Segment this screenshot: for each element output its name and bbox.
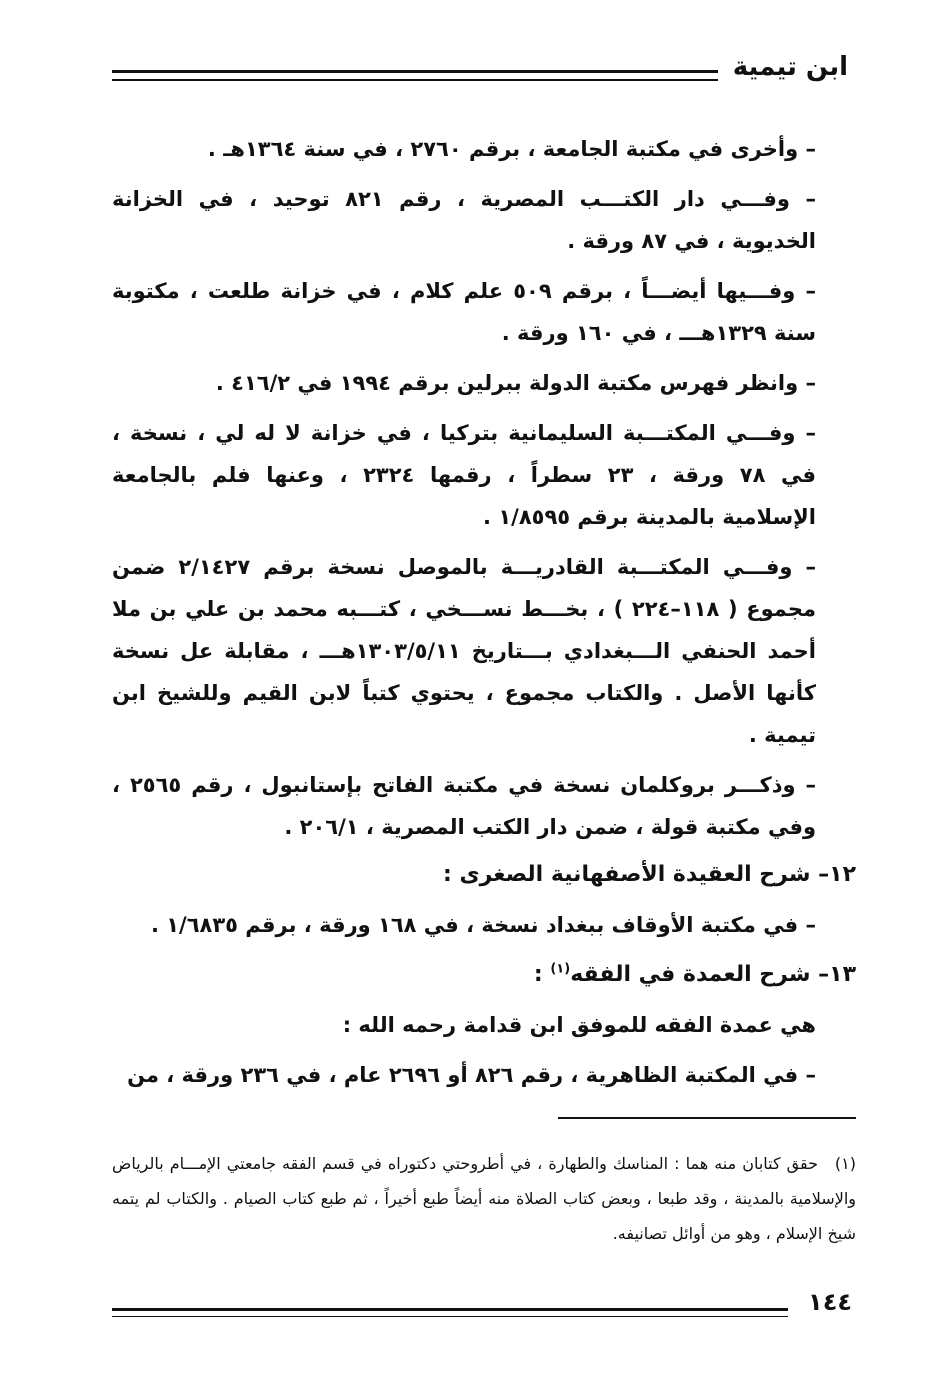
paragraph-2: – وفـــي دار الكتـــب المصرية ، رقم ٨٢١ توحيد ، في الخزانة الخديوية ، في ٨٧ ورقة .	[112, 187, 816, 253]
main-text	[112, 128, 856, 1104]
section-13-line-2: – في المكتبة الظاهرية ، رقم ٨٢٦ أو ٢٦٩٦ عام ، في ٢٣٦ ورقة ، من	[127, 1063, 816, 1087]
footer-rule	[112, 1308, 788, 1317]
paragraph-6: – وفـــي المكتـــبة القادريـــة بالموصل نسخة برقم ٢/١٤٢٧ ضمن مجموع ( ١١٨–٢٢٤ ) ، بخـــط نســـخي ، كتـــبه محمد بن علي بن ملا أحمد الحنفي الـــبغدادي بـــتاريخ ١٣٠٣/٥/١١هـــ ، مقابلة عل نسخة كأنها الأصل . والكتاب مجموع ، يحتوي كتباً لابن القيم وللشيخ ابن تيمية .	[112, 555, 816, 747]
footnote	[112, 1146, 856, 1251]
running-title: ابن تيمية	[732, 52, 848, 82]
page-footer	[112, 1288, 856, 1328]
footnote-reference: (١)	[550, 961, 571, 977]
section-13-title-tail: :	[533, 962, 551, 987]
page-header	[112, 48, 848, 92]
footnote-separator	[558, 1117, 856, 1119]
paragraph-4: – وانظر فهرس مكتبة الدولة ببرلين برقم ١٩٩٤ في ٤١٦/٢ .	[215, 371, 816, 395]
paragraph-1: – وأخرى في مكتبة الجامعة ، برقم ٢٧٦٠ ، في سنة ١٣٦٤هـ .	[207, 137, 816, 161]
section-13-title: ١٣– شرح العمدة في الفقه	[570, 962, 856, 987]
footnote-marker: (١)	[834, 1154, 856, 1173]
section-13-line-1: هي عمدة الفقه للموفق ابن قدامة رحمه الله :	[342, 1013, 816, 1037]
footnote-text: حقق كتابان منه هما : المناسك والطهارة ، في أطروحتي دكتوراه في قسم الفقه جامعتي الإمـــام بالرياض والإسلامية بالمدينة ، وقد طبعا ، وبعض كتاب الصلاة منه أيضاً طبع أخيراً ، ثم طبع كتاب الصيام . والكتاب لم يتمه شيخ الإسلام ، وهو من أوائل تصانيفه.	[112, 1154, 856, 1243]
paragraph-5: – وفـــي المكتـــبة السليمانية بتركيا ، في خزانة لا له لي ، نسخة ، في ٧٨ ورقة ، ٢٣ سطراً ، رقمها ٢٣٢٤ ، وعنها فلم بالجامعة الإسلامية بالمدينة برقم ١/٨٥٩٥ .	[112, 421, 817, 529]
paragraph-3: – وفـــيها أيضـــاً ، برقم ٥٠٩ علم كلام ، في خزانة طلعت ، مكتوبة سنة ١٣٢٩هـــ ، في ١٦٠ ورقة .	[112, 279, 816, 345]
section-13-heading	[112, 954, 856, 996]
section-12-heading: ١٢– شرح العقيدة الأصفهانية الصغرى :	[443, 862, 856, 887]
paragraph-7: – وذكـــر بروكلمان نسخة في مكتبة الفاتح بإستانبول ، رقم ٢٥٦٥ ، وفي مكتبة قولة ، ضمن دار الكتب المصرية ، ٢٠٦/١ .	[112, 773, 816, 839]
page-number: ١٤٤	[808, 1288, 852, 1316]
section-12-line: – في مكتبة الأوقاف ببغداد نسخة ، في ١٦٨ ورقة ، برقم ١/٦٨٣٥ .	[150, 913, 816, 937]
header-rule	[112, 70, 718, 81]
